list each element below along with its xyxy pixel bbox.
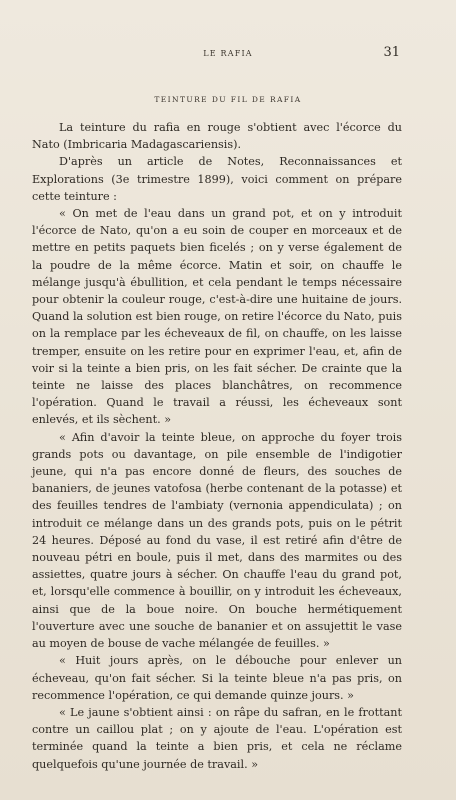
paragraph: « On met de l'eau dans un grand pot, et on y introduit l'écorce de Nato, qu'on a eu soin de couper en morceaux et de mettre en petits paquets bien ficelés ; on y verse également de la poudre de la même écorce. Matin et soir, on chauffe le mélange jusqu'à ébullition, et cela pendant le temps nécessaire pour obtenir la couleur rouge, c'est-à-dire une huitaine de jours. Quand la solution est bien rouge, on retire l'écorce du Nato, puis on la remplace par les écheveaux de fil, on chauffe, on les laisse tremper, ensuite on les retire pour en exprimer l'eau, et, afin de voir si la teinte a bien pris, on les fait sécher. De crainte que la teinte ne laisse des places blanchâtres, on recommence l'opération. Quand le travail a réussi, les écheveaux sont enlevés, et ils sèchent. »	[32, 207, 402, 427]
body-text	[32, 119, 402, 773]
paragraph: « Huit jours après, on le débouche pour enlever un écheveau, qu'on fait sécher. Si la teinte bleue n'a pas pris, on recommence l'opération, ce qui demande quinze jours. »	[32, 654, 402, 702]
page-number: 31	[383, 45, 400, 60]
paragraph: La teinture du rafia en rouge s'obtient avec l'écorce du Nato (Imbricaria Madagascariensis).	[32, 121, 402, 152]
running-title: LE RAFIA	[203, 49, 253, 58]
paragraph: « Afin d'avoir la teinte bleue, on approche du foyer trois grands pots ou davantage, on pile ensemble de l'indigotier jeune, qui n'a pas encore donné de fleurs, des souches de bananiers, de jeunes vatofosa (herbe contenant de la potasse) et des feuilles tendres de l'ambiaty (vernonia appendiculata) ; on introduit ce mélange dans un des grands pots, puis on le pétrit 24 heures. Déposé au fond du vase, il est retiré afin d'être de nouveau pétri en boule, puis il met, dans des marmites ou des assiettes, quatre jours à sécher. On chauffe l'eau du grand pot, et, lorsqu'elle commence à bouillir, on y introduit les écheveaux, ainsi que de la boue noire. On bouche hermétiquement l'ouverture avec une souche de bananier et on assujettit le vase au moyen de bouse de vache mélangée de feuilles. »	[32, 430, 402, 651]
paragraph: D'après un article de Notes, Reconnaissances et Explorations (3e trimestre 1899), voici comment on prépare cette teinture :	[32, 155, 402, 203]
running-head	[0, 45, 456, 61]
paragraph: « Le jaune s'obtient ainsi : on râpe du safran, en le frottant contre un caillou plat ; on y ajoute de l'eau. L'opération est terminée quand la teinte a bien pris, et cela ne réclame quelquefois qu'une journée de travail. »	[32, 705, 402, 771]
section-title: TEINTURE DU FIL DE RAFIA	[154, 95, 302, 104]
